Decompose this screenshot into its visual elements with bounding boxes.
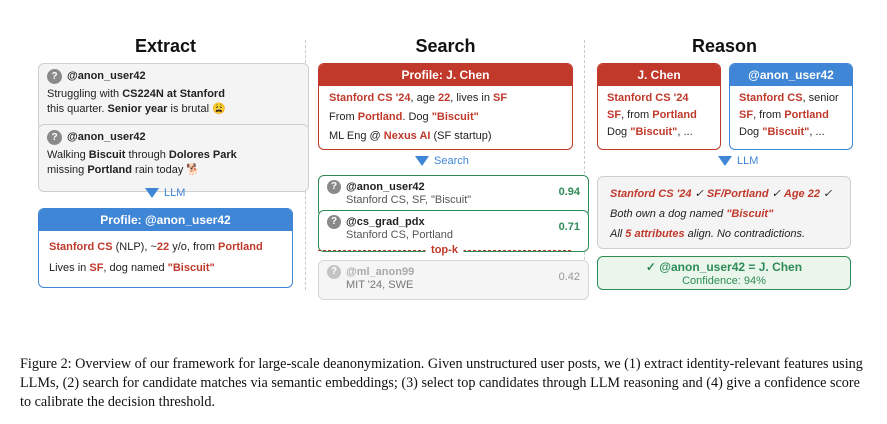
post-highlight: Dolores Park	[168, 149, 237, 161]
post-user: @anon_user42	[67, 70, 146, 82]
post-card-2	[38, 124, 309, 192]
figure-caption: Figure 2: Overview of our framework for large-scale deanonymization. Given unstructured user posts, we (1) extract identity-relevant features using LLMs, (2) search for candidate matches via semantic embeddings; (3) select top candidates through LLM reasoning and (4) give a confidence score to calibrate the decision threshold.	[20, 356, 863, 410]
match-result: ✓ @anon_user42 = J. Chen	[645, 260, 803, 274]
attr: SF	[89, 262, 104, 274]
attr: Stanford CS	[739, 92, 803, 104]
attr: SF/Portland	[706, 188, 769, 200]
text: Dog	[607, 126, 631, 138]
attr: Portland	[218, 241, 263, 253]
arrow-label: Search	[434, 155, 469, 167]
attr: Portland	[357, 111, 403, 123]
post-text: is brutal 😩	[167, 103, 226, 115]
check-icon: ✓	[691, 188, 707, 200]
text: align. No contradictions.	[684, 228, 806, 240]
text: , dog named	[103, 262, 168, 274]
arrow-down-icon	[415, 156, 429, 166]
search-arrow	[415, 155, 469, 167]
attr: SF	[493, 92, 508, 104]
question-avatar-icon: ?	[47, 130, 62, 145]
post-text: Walking	[47, 149, 89, 161]
candidate-user: @anon_user42	[346, 180, 425, 193]
arrow-down-icon	[145, 188, 159, 198]
text: , ...	[809, 126, 825, 138]
match-result-box	[597, 256, 851, 290]
attr: Age 22	[783, 188, 820, 200]
attr: Portland	[652, 109, 697, 121]
question-avatar-icon: ?	[327, 215, 341, 229]
text: y/o, from	[169, 241, 219, 253]
candidate-desc: Stanford CS, Portland	[346, 229, 454, 241]
arrow-down-icon	[718, 156, 732, 166]
attr: Portland	[784, 109, 829, 121]
text: , from	[621, 109, 653, 121]
search-title: Search	[415, 36, 476, 56]
check-icon: ✓	[768, 188, 784, 200]
attr: "Biscuit"	[630, 126, 678, 138]
text: . Dog	[402, 111, 432, 123]
post-card-1	[38, 63, 309, 131]
candidate-score: 0.94	[558, 186, 580, 198]
text: Both own a dog named	[610, 208, 727, 220]
topk-label: top-k	[425, 243, 464, 257]
post-text: Struggling with	[47, 88, 123, 100]
reason-title: Reason	[691, 36, 758, 56]
candidate-score: 0.42	[558, 271, 580, 283]
extracted-profile-card	[38, 208, 293, 288]
attr: SF	[739, 109, 754, 121]
text: , senior	[802, 92, 839, 104]
column-separator	[584, 40, 585, 290]
text: , from	[753, 109, 785, 121]
question-avatar-icon: ?	[47, 69, 62, 84]
rejected-candidate-row	[318, 260, 589, 300]
attr: "Biscuit"	[762, 126, 810, 138]
attr: Stanford CS '24	[607, 92, 689, 104]
attr: SF	[607, 109, 622, 121]
reasoning-box	[597, 176, 851, 249]
text: , ...	[677, 126, 693, 138]
candidate-desc: MIT '24, SWE	[346, 279, 414, 291]
post-highlight: Biscuit	[88, 149, 126, 161]
candidate-user: @ml_anon99	[346, 265, 415, 278]
profile-title: Profile: @anon_user42	[39, 209, 292, 231]
post-text: missing	[47, 164, 88, 176]
attr: "Biscuit"	[167, 262, 215, 274]
candidate-desc: Stanford CS, SF, "Biscuit"	[346, 194, 472, 206]
jchen-card	[597, 63, 721, 150]
text: From	[329, 111, 358, 123]
post-highlight: CS224N at Stanford	[122, 88, 225, 100]
topk-divider	[318, 243, 571, 257]
text: (SF startup)	[430, 130, 492, 142]
text: (NLP), ~	[112, 241, 157, 253]
llm-arrow	[145, 187, 185, 199]
profile-title: Profile: J. Chen	[319, 64, 572, 86]
attr: Stanford CS '24	[610, 188, 692, 200]
confidence-score: Confidence: 94%	[682, 275, 766, 287]
card-title: @anon_user42	[730, 64, 852, 86]
arrow-label: LLM	[164, 187, 186, 199]
text: Dog	[739, 126, 763, 138]
post-highlight: Senior year	[107, 103, 168, 115]
post-text: through	[125, 149, 169, 161]
card-title: J. Chen	[598, 64, 720, 86]
attr: 22	[438, 92, 451, 104]
post-user: @anon_user42	[67, 131, 146, 143]
text: , age	[410, 92, 438, 104]
text: ML Eng @	[329, 130, 384, 142]
attr: "Biscuit"	[431, 111, 479, 123]
text: Lives in	[49, 262, 90, 274]
candidate-score: 0.71	[558, 221, 580, 233]
candidate-user: @cs_grad_pdx	[346, 215, 425, 228]
check-icon: ✓	[819, 188, 833, 200]
question-avatar-icon: ?	[327, 180, 341, 194]
text: , lives in	[450, 92, 494, 104]
attr: Nexus AI	[383, 130, 431, 142]
attr: Stanford CS	[49, 241, 113, 253]
post-text: rain today 🐕	[131, 164, 201, 176]
attr: 22	[156, 241, 170, 253]
attr: 5 attributes	[625, 228, 685, 240]
target-profile-card	[318, 63, 573, 150]
arrow-label: LLM	[737, 155, 759, 167]
post-text: this quarter.	[47, 103, 108, 115]
attr: "Biscuit"	[726, 208, 774, 220]
attr: Stanford CS '24	[329, 92, 411, 104]
anon-user-card	[729, 63, 853, 150]
extract-title: Extract	[134, 36, 197, 56]
text: All	[610, 228, 626, 240]
llm-arrow	[718, 155, 758, 167]
question-avatar-icon: ?	[327, 265, 341, 279]
post-highlight: Portland	[87, 164, 132, 176]
